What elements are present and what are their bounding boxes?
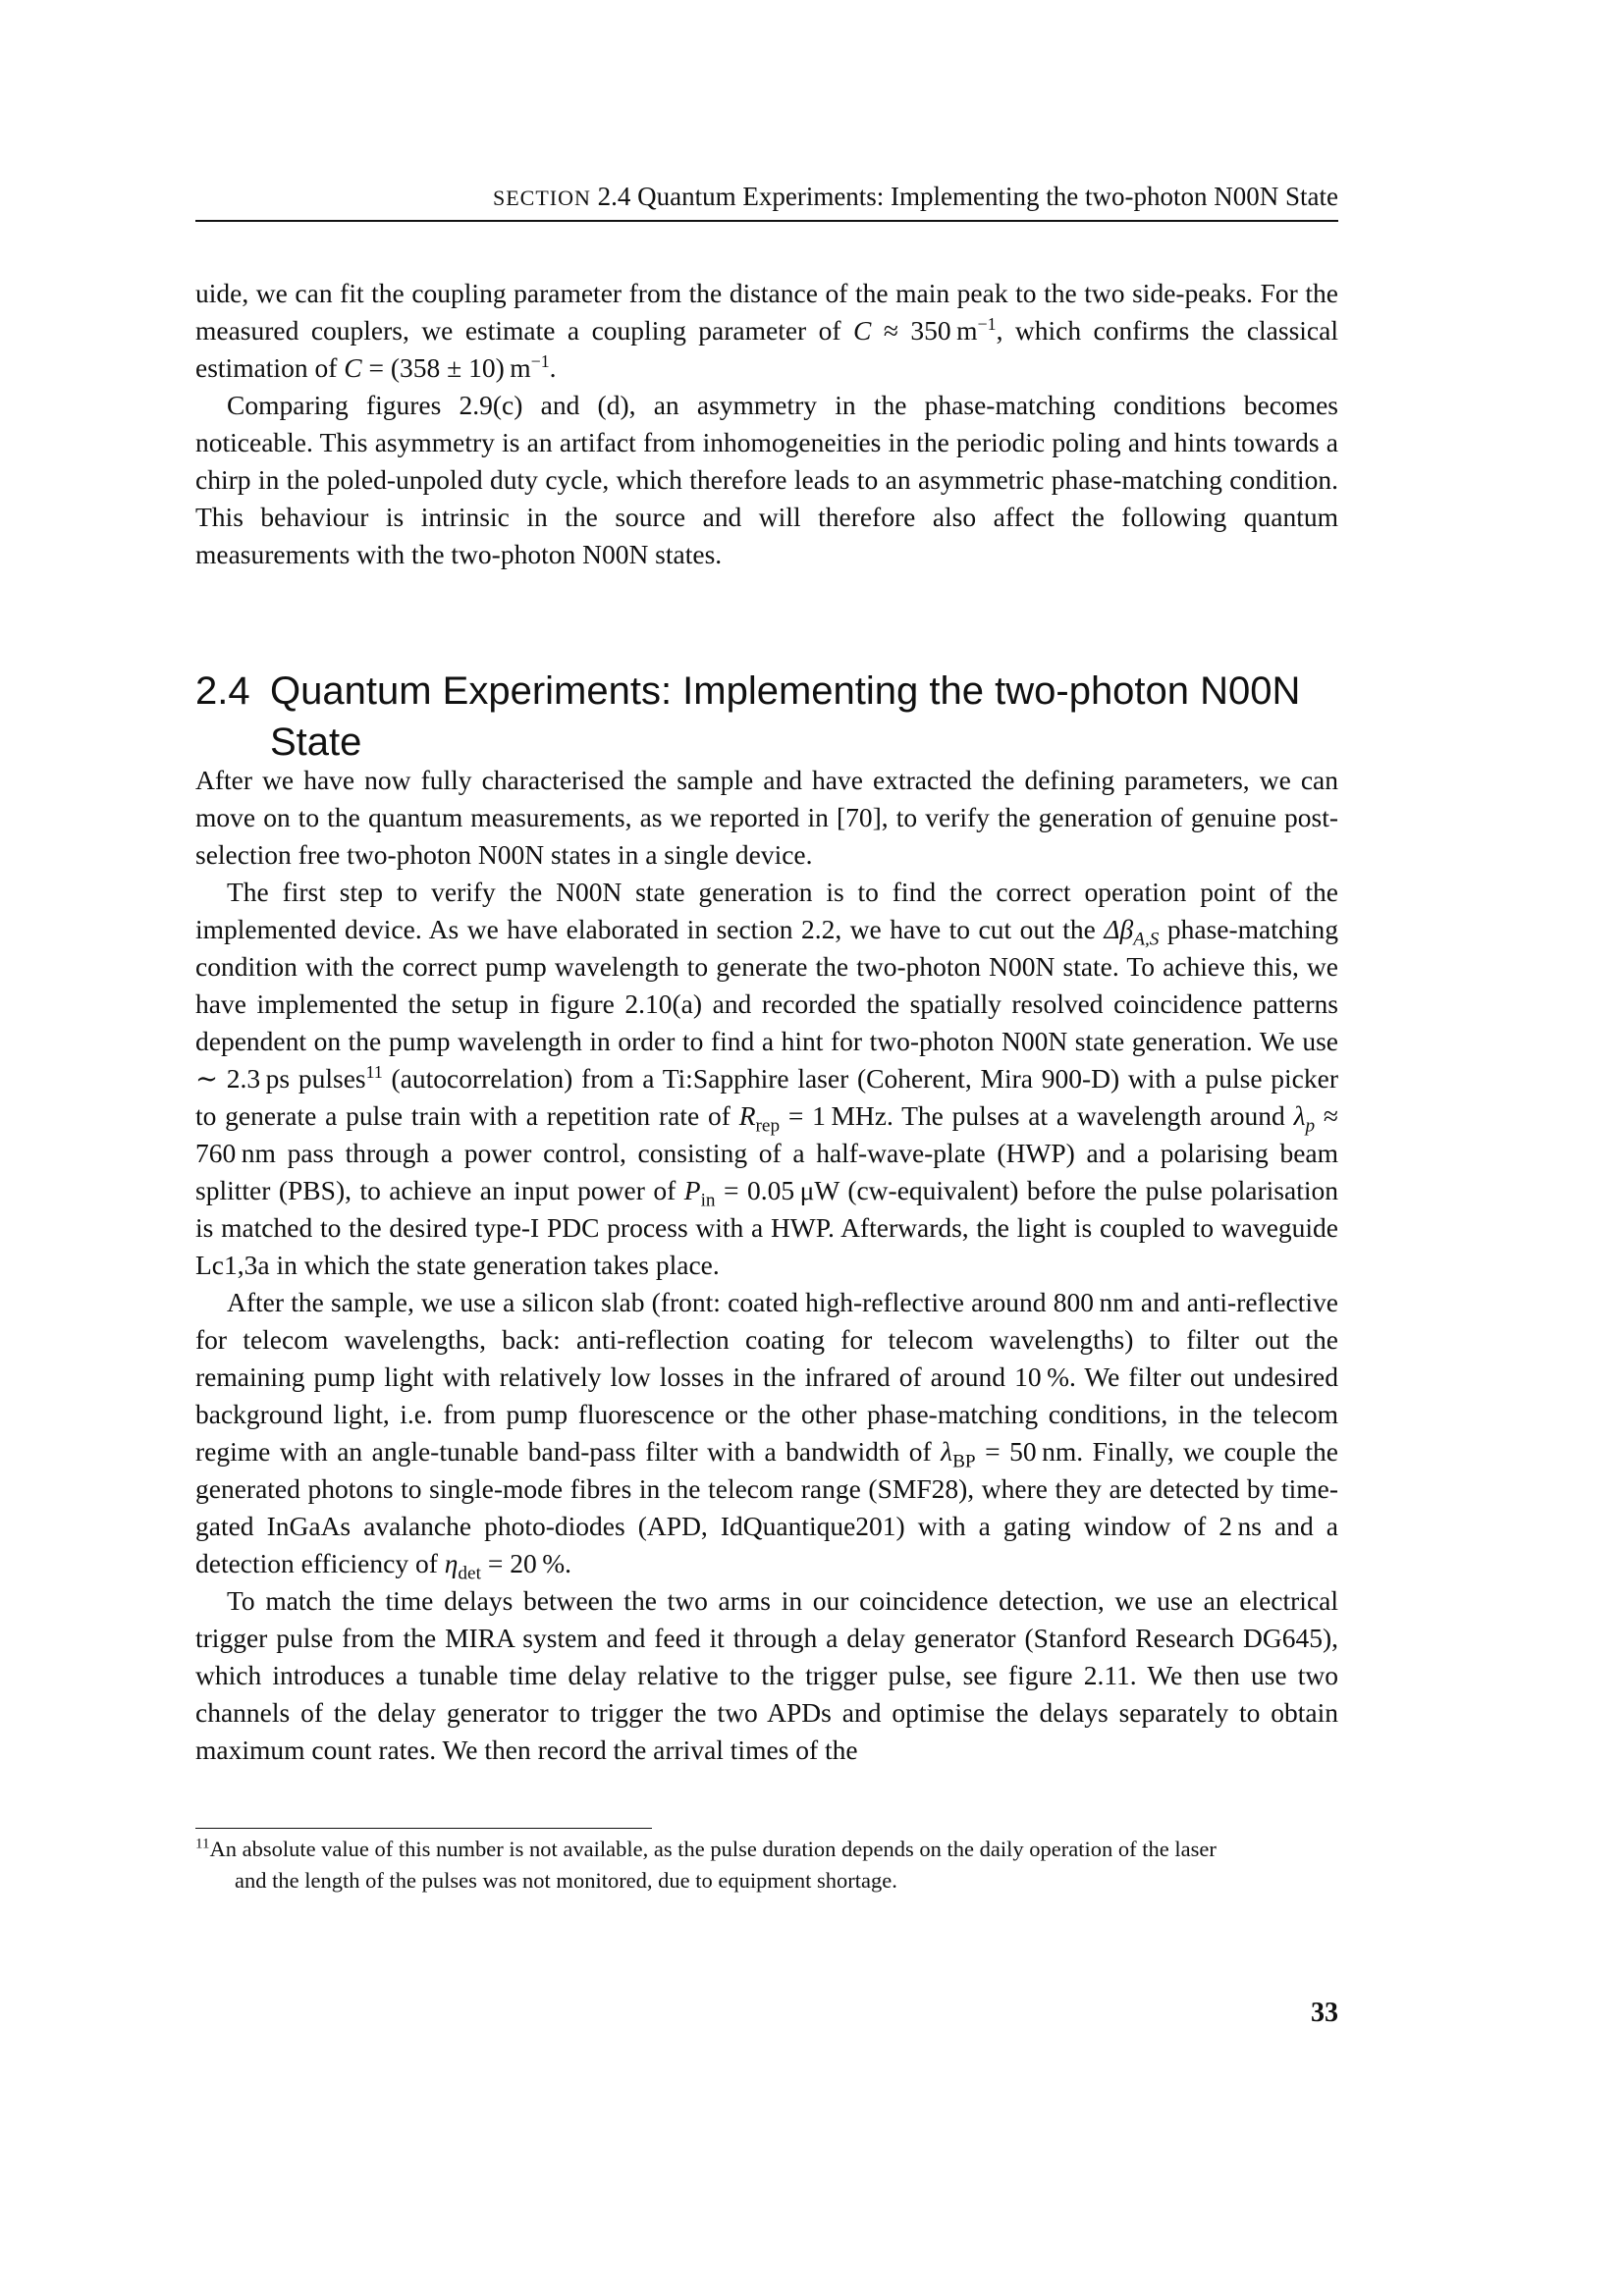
footnote-rule xyxy=(195,1828,652,1829)
running-head xyxy=(195,180,1338,215)
header-rule xyxy=(195,220,1338,222)
body-text-before-section xyxy=(195,275,1338,573)
paragraph-p6: To match the time delays between the two arms in our coincidence detection, we use an electrical trigger pulse from the MIRA system and feed it through a delay generator (Stanford Research DG645), which introduces a tunable time delay relative to the trigger pulse, see figure 2.11. We then use two channels of the delay generator to trigger the two APDs and optimise the delays separately to obtain maximum count rates. We then record the arrival times of the xyxy=(195,1585,1338,1765)
page-number: 33 xyxy=(1311,1998,1338,2028)
running-head-section-word: SECTION xyxy=(492,186,591,210)
footnote-line-1: An absolute value of this number is not available, as the pulse duration depends on the daily operation of the laser xyxy=(209,1837,1217,1861)
footnote xyxy=(195,1834,1338,1896)
section-number: 2.4 xyxy=(195,669,250,714)
running-head-title: Quantum Experiments: Implementing the two-photon N00N State xyxy=(637,182,1338,211)
section-title: Quantum Experiments: Implementing the two-photon N00N State xyxy=(270,669,1301,765)
footnote-mark: 11 xyxy=(195,1836,210,1852)
section-heading xyxy=(195,666,1338,768)
paragraph-p4: The first step to verify the N00N state generation is to find the correct operation point of the implemented device. As we have elaborated in section 2.2, we have to cut out the $\Delta\beta_{A,S}$ phase-matching condition with the correct pump wavelength to generate the two-photon N00N state. To achieve this, we have implemented the setup in figure 2.10(a) and recorded the spatially resolved coincidence patterns dependent on the pump wavelength in order to find a hint for two-photon N00N state generation. We use ∼ 2.3 ps pulses$^{11}$ (autocorrelation) from a Ti:Sapphire laser (Coherent, Mira 900-D) with a pulse picker to generate a pulse train with a repetition rate of $R_{rep} = 1$ MHz. The pulses at a wavelength around $\lambda_p \approx 760$ nm pass through a power control, consisting of a half-wave-plate (HWP) and a polarising beam splitter (PBS), to achieve an input power of $P_{in} = 0.05$ μW (cw-equivalent) before the pulse polarisation is matched to the desired type-I PDC process with a HWP. Afterwards, the light is coupled to waveguide Lc1,3a in which the state generation takes place. xyxy=(195,877,1338,1280)
body-text-section xyxy=(195,762,1338,1769)
paragraph-p3: After we have now fully characterised the sample and have extracted the defining parameters, we can move on to the quantum measurements, as we reported in [70], to verify the generation of genuine post-selection free two-photon N00N states in a single device. xyxy=(195,765,1338,870)
paragraph-p2: Comparing figures 2.9(c) and (d), an asymmetry in the phase-matching conditions becomes noticeable. This asymmetry is an artifact from inhomogeneities in the periodic poling and hints towards a chirp in the poled-unpoled duty cycle, which therefore leads to an asymmetric phase-matching condition. This behaviour is intrinsic in the source and will therefore also affect the following quantum measurements with the two-photon N00N states. xyxy=(195,390,1338,569)
page xyxy=(195,0,1338,2296)
running-head-section-number: 2.4 xyxy=(597,182,631,211)
paragraph-p5: After the sample, we use a silicon slab (front: coated high-reflective around 800 nm and anti-reflective for telecom wavelengths, back: anti-reflection coating for telecom wavelengths) to filter out the remaining pump light with relatively low losses in the infrared of around 10 %. We filter out undesired background light, i.e. from pump fluorescence or the other phase-matching conditions, in the telecom regime with an angle-tunable band-pass filter with a bandwidth of $\lambda_{BP} = 50$ nm. Finally, we couple the generated photons to single-mode fibres in the telecom range (SMF28), where they are detected by time-gated InGaAs avalanche photo-diodes (APD, IdQuantique201) with a gating window of 2 ns and a detection efficiency of $\eta_{det} = 20$ %. xyxy=(195,1287,1338,1584)
paragraph-p1: uide, we can fit the coupling parameter from the distance of the main peak to the two side-peaks. For the measured couplers, we estimate a coupling parameter of C ≈ 350 $m^{-1}$, which confirms the classical estimation of C = (358 ± 10) $m^{-1}$. xyxy=(195,278,1338,383)
footnote-line-2: and the length of the pulses was not monitored, due to equipment shortage. xyxy=(235,1868,897,1893)
